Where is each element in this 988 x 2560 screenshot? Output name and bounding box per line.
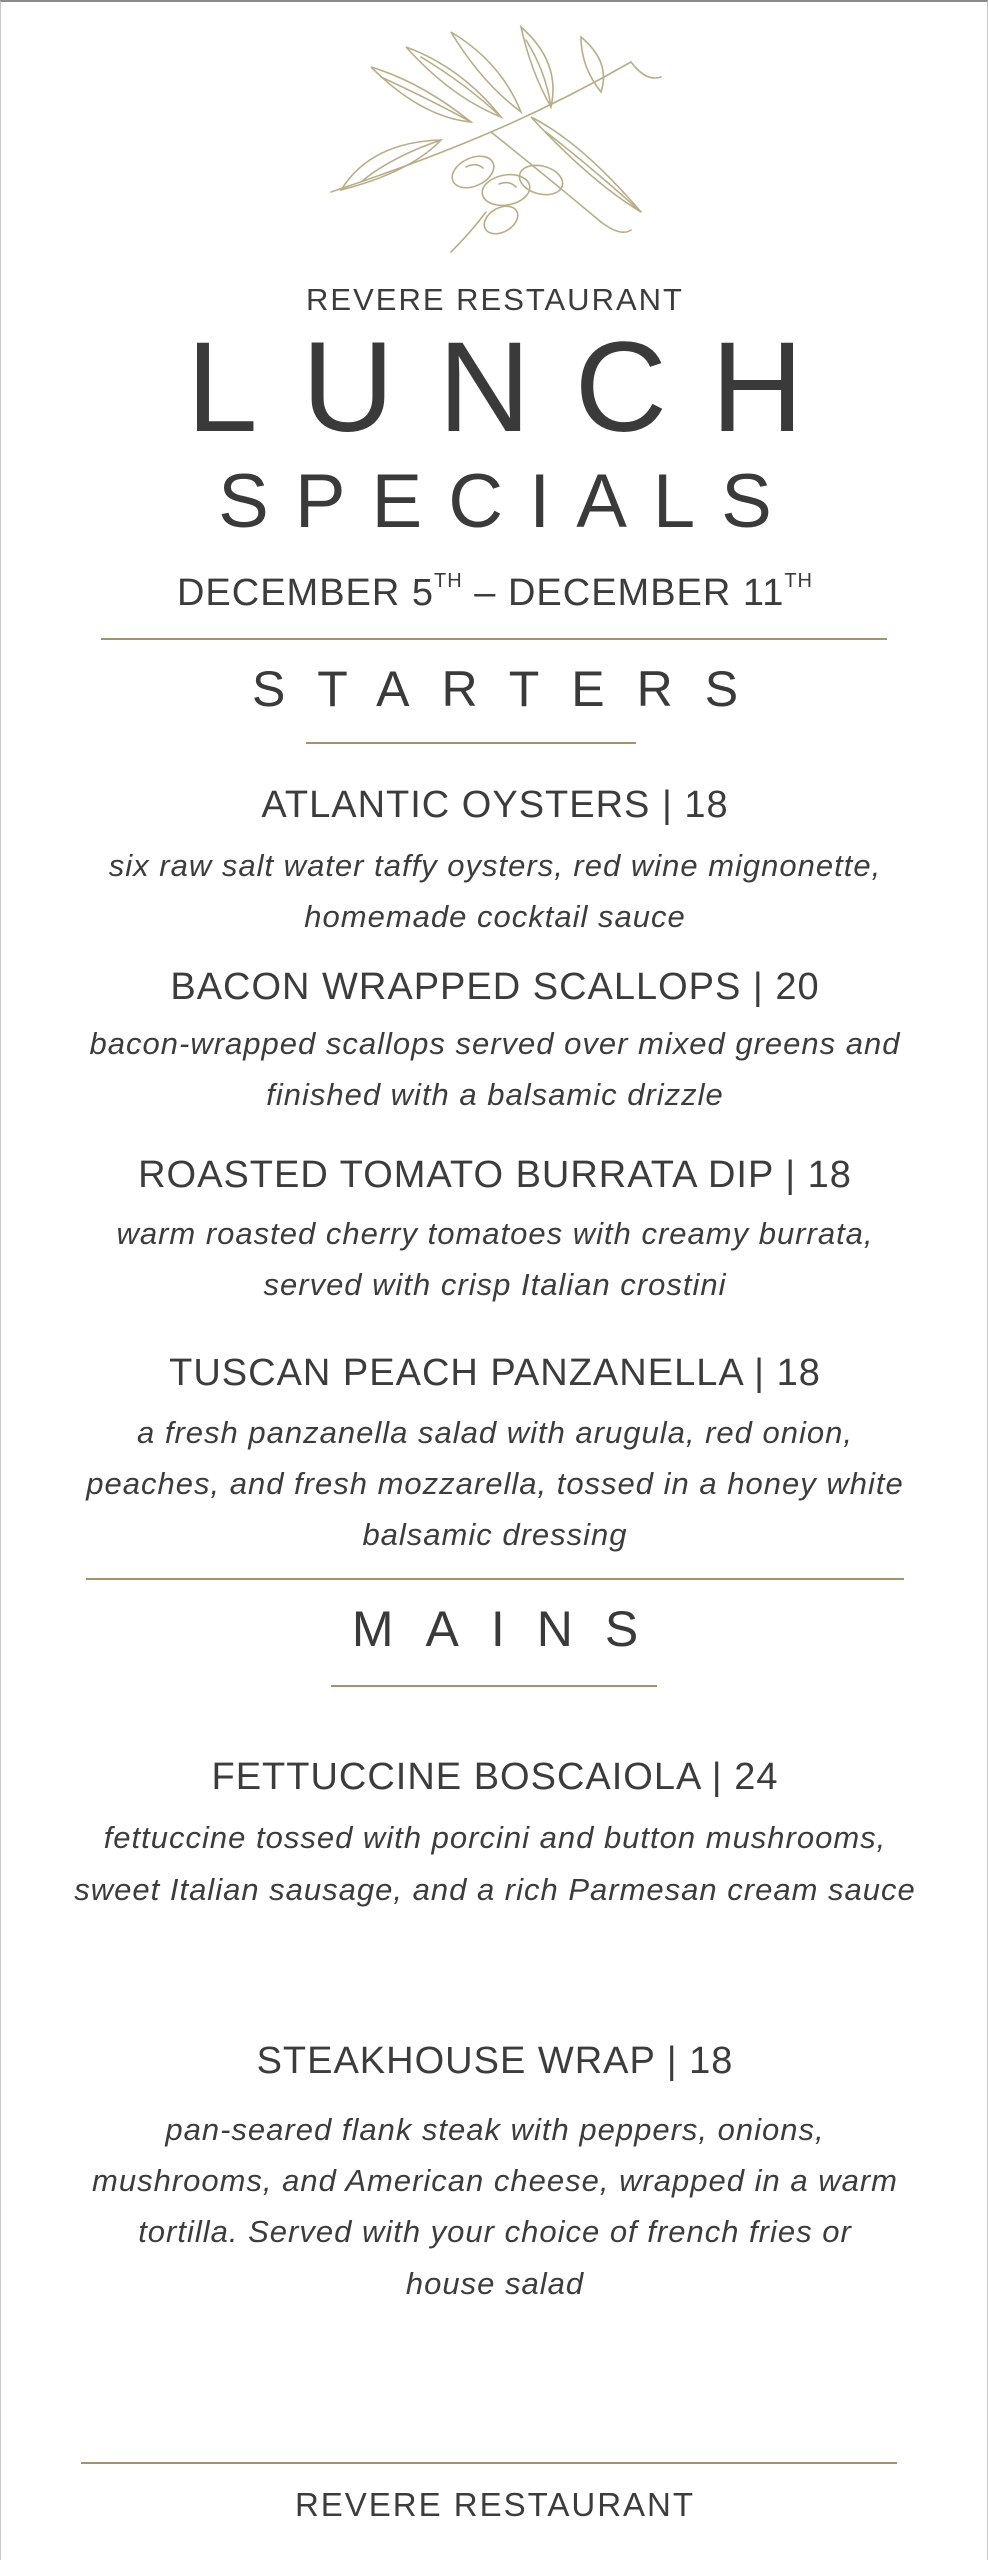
- menu-item-name: STEAKHOUSE WRAP | 18: [256, 2040, 734, 2082]
- menu-item-description: a fresh panzanella salad with arugula, red onion,: [137, 1415, 853, 1450]
- menu-item-name: ROASTED TOMATO BURRATA DIP | 18: [138, 1154, 852, 1196]
- divider: [331, 1685, 657, 1687]
- menu-item-name: ATLANTIC OYSTERS | 18: [261, 784, 729, 826]
- menu-item-name: TUSCAN PEACH PANZANELLA | 18: [169, 1352, 821, 1394]
- divider: [101, 638, 887, 640]
- title-specials: SPECIALS: [218, 459, 798, 544]
- menu-item-description: tortilla. Served with your choice of french fries or: [138, 2214, 852, 2249]
- menu-item-description: six raw salt water taffy oysters, red wine mignonette,: [108, 848, 882, 883]
- date-range: [1, 570, 988, 615]
- restaurant-name-bottom: REVERE RESTAURANT: [294, 2486, 696, 2523]
- section-heading-starters: STARTERS: [251, 661, 771, 717]
- menu-item-description: balsamic dressing: [362, 1517, 628, 1552]
- menu-item-description: served with crisp Italian crostini: [263, 1267, 727, 1302]
- menu-item-description: warm roasted cherry tomatoes with creamy burrata,: [116, 1216, 874, 1251]
- menu-item-description: mushrooms, and American cheese, wrapped in a warm: [92, 2163, 898, 2198]
- menu-item-description: pan-seared flank steak with peppers, onions,: [165, 2112, 825, 2147]
- divider: [86, 1578, 904, 1580]
- menu-item-name: FETTUCCINE BOSCAIOLA | 24: [211, 1756, 779, 1798]
- section-heading-mains: MAINS: [351, 1601, 671, 1657]
- menu-item-name: BACON WRAPPED SCALLOPS | 20: [170, 966, 820, 1008]
- menu-item-description: fettuccine tossed with porcini and button mushrooms,: [103, 1820, 887, 1855]
- date-end-suffix: TH: [784, 570, 814, 592]
- restaurant-name-top: REVERE RESTAURANT: [306, 282, 684, 317]
- date-separator: –: [462, 572, 508, 614]
- title-lunch: LUNCH: [186, 316, 848, 459]
- menu-item-description: peaches, and fresh mozzarella, tossed in a honey white: [86, 1466, 904, 1501]
- date-start: DECEMBER 5: [176, 572, 435, 614]
- menu-item-description: sweet Italian sausage, and a rich Parmesan cream sauce: [74, 1872, 916, 1907]
- olive-branch-icon: [301, 22, 681, 262]
- divider: [306, 742, 636, 744]
- menu-item-description: finished with a balsamic drizzle: [266, 1077, 724, 1112]
- divider: [81, 2462, 897, 2464]
- date-end: DECEMBER 11: [507, 572, 785, 614]
- menu-item-description: bacon-wrapped scallops served over mixed greens and: [89, 1026, 901, 1061]
- date-start-suffix: TH: [434, 570, 463, 592]
- menu-item-description: homemade cocktail sauce: [304, 899, 686, 934]
- menu-item-description: house salad: [405, 2266, 585, 2301]
